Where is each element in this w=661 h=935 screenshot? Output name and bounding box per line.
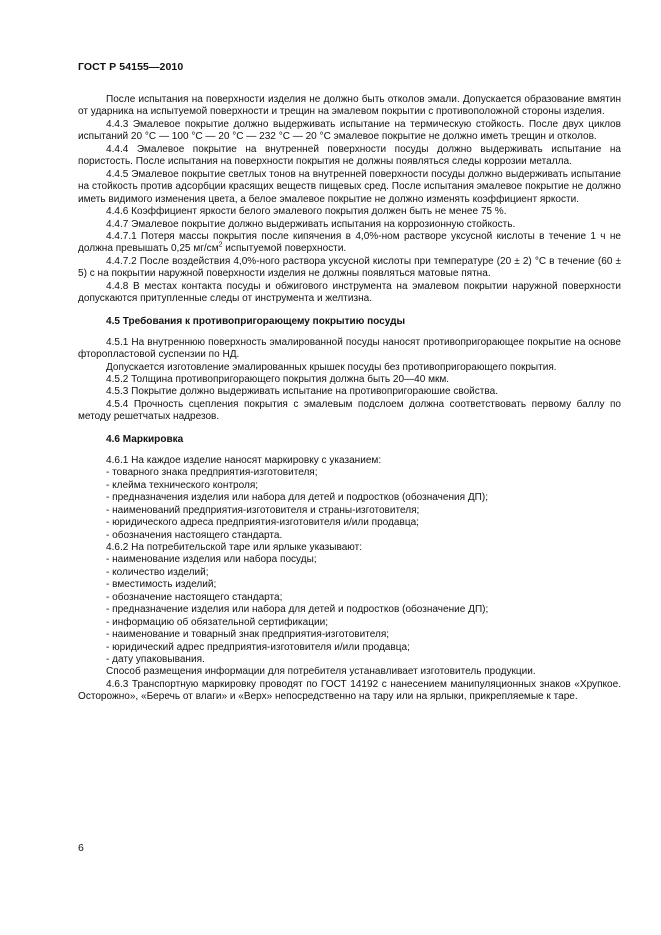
paragraph: 4.6.2 На потребительской таре или ярлыке указывают: — [106, 541, 363, 553]
section-heading: 4.6 Маркировка — [106, 434, 184, 446]
paragraph: 4.5.1 На внутреннюю поверхность эмалированной посуды наносят противопригорающее покрытие на основе фторопластовой суспензии по НД. — [78, 336, 621, 361]
list-item: - товарного знака предприятия-изготовителя; — [106, 467, 318, 479]
list-item: - наименований предприятия-изготовителя и страны-изготовителя; — [106, 504, 420, 516]
list-item: - обозначения настоящего стандарта. — [106, 529, 283, 541]
paragraph-text: испытуемой поверхности. — [222, 243, 347, 255]
paragraph: 4.5.2 Толщина противопригорающего покрытия должна быть 20—40 мкм. — [106, 374, 450, 386]
paragraph-text: 4.4.7.1 Потеря массы покрытия после кипячения в 4,0%-ном растворе уксусной кислоты в течение 1 ч не должна превышать 0,25 мг/см — [78, 230, 621, 255]
list-item: - наименование и товарный знак предприятия-изготовителя; — [106, 629, 390, 641]
spacer — [78, 306, 621, 317]
paragraph — [78, 231, 621, 256]
list-item: - юридический адрес предприятия-изготовителя и/или продавца; — [106, 641, 410, 653]
paragraph: 4.4.5 Эмалевое покрытие светлых тонов на внутренней поверхности посуды должно выдерживать испытание на стойкость против адсорбции красящих веществ пищевых сред. После испытания эмалевое покрытие не должно иметь видимого изменения цвета, а белое эмалевое покрытие не должно изменять коэффициент яркости. — [78, 168, 621, 205]
paragraph: Допускается изготовление эмалированных крышек посуды без противопригорающего покрытия. — [106, 361, 557, 373]
paragraph: 4.6.1 На каждое изделие наносят маркировку с указанием: — [106, 454, 382, 466]
list-item: - обозначение настоящего стандарта; — [106, 591, 283, 603]
section-heading: 4.5 Требования к противопригорающему покрытию посуды — [106, 316, 406, 328]
list-item: - клейма технического контроля; — [106, 479, 259, 491]
list-item: - предназначение изделия или набора для детей и подростков (обозначение ДП); — [106, 604, 489, 616]
spacer — [78, 424, 621, 435]
list-item: - количество изделий; — [106, 566, 209, 578]
paragraph: 4.6.3 Транспортную маркировку проводят по ГОСТ 14192 с нанесением манипуляционных знаков «Хрупкое. Осторожно», «Беречь от влаги» и «Верх» непосредственно на тару или на ярлыки, прикрепляемые к таре. — [78, 678, 621, 703]
spacer — [78, 447, 621, 455]
list-item: - предназначения изделия или набора для детей и подростков (обозначения ДП); — [106, 492, 489, 504]
spacer — [78, 329, 621, 337]
paragraph: 4.4.7 Эмалевое покрытие должно выдерживать испытания на коррозионную стойкость. — [106, 218, 516, 230]
paragraph: 4.5.3 Покрытие должно выдерживать испытание на противопригораюшие свойства. — [106, 386, 498, 398]
paragraph: 4.4.8 В местах контакта посуды и обжигового инструмента на эмалевом покрытии наружной поверхности допускаются притупленные следы от инструмента и желтизна. — [78, 280, 621, 305]
list-item: - юридического адреса предприятия-изготовителя и/или продавца; — [106, 517, 419, 529]
paragraph: После испытания на поверхности изделия не должно быть отколов эмали. Допускается образование вмятин от ударника на испытуемой поверхности и трещин на эмалевом покрытии с противоположной стороны изделия. — [78, 94, 621, 118]
document-body — [78, 94, 621, 704]
paragraph: 4.4.7.2 После воздействия 4,0%-ного раствора уксусной кислоты при температуре (20 ± 2) °С в течение (60 ± 5) с на покрытии наружной поверхности изделия не должны появляться матовые пятна. — [78, 255, 621, 280]
paragraph: 4.5.4 Прочность сцепления покрытия с эмалевым подслоем должна соответствовать первому баллу по методу решетчатых надрезов. — [78, 398, 621, 423]
list-item: - наименование изделия или набора посуды; — [106, 554, 317, 566]
paragraph: Способ размещения информации для потребителя устанавливает изготовитель продукции. — [106, 666, 536, 678]
paragraph: 4.4.6 Коэффициент яркости белого эмалевого покрытия должен быть не менее 75 %. — [106, 206, 507, 218]
superscript: 2 — [218, 242, 223, 250]
list-item: - вместимость изделий; — [106, 579, 217, 591]
list-item: - дату упаковывания. — [106, 654, 205, 666]
list-item: - информацию об обязательной сертификации; — [106, 616, 329, 628]
paragraph: 4.4.3 Эмалевое покрытие должно выдерживать испытание на термическую стойкость. После двух циклов испытаний 20 °С — 100 °С — 20 °С — 232 °С — 20 °С эмалевое покрытие не должно иметь трещин и отколов. — [78, 118, 621, 143]
page-number: 6 — [78, 842, 84, 854]
document-header: ГОСТ Р 54155—2010 — [78, 61, 184, 73]
paragraph: 4.4.4 Эмалевое покрытие на внутренней поверхности посуды должно выдерживать испытание на пористость. После испытания на поверхности покрытия не должны появляться следы коррозии металла. — [78, 143, 621, 168]
